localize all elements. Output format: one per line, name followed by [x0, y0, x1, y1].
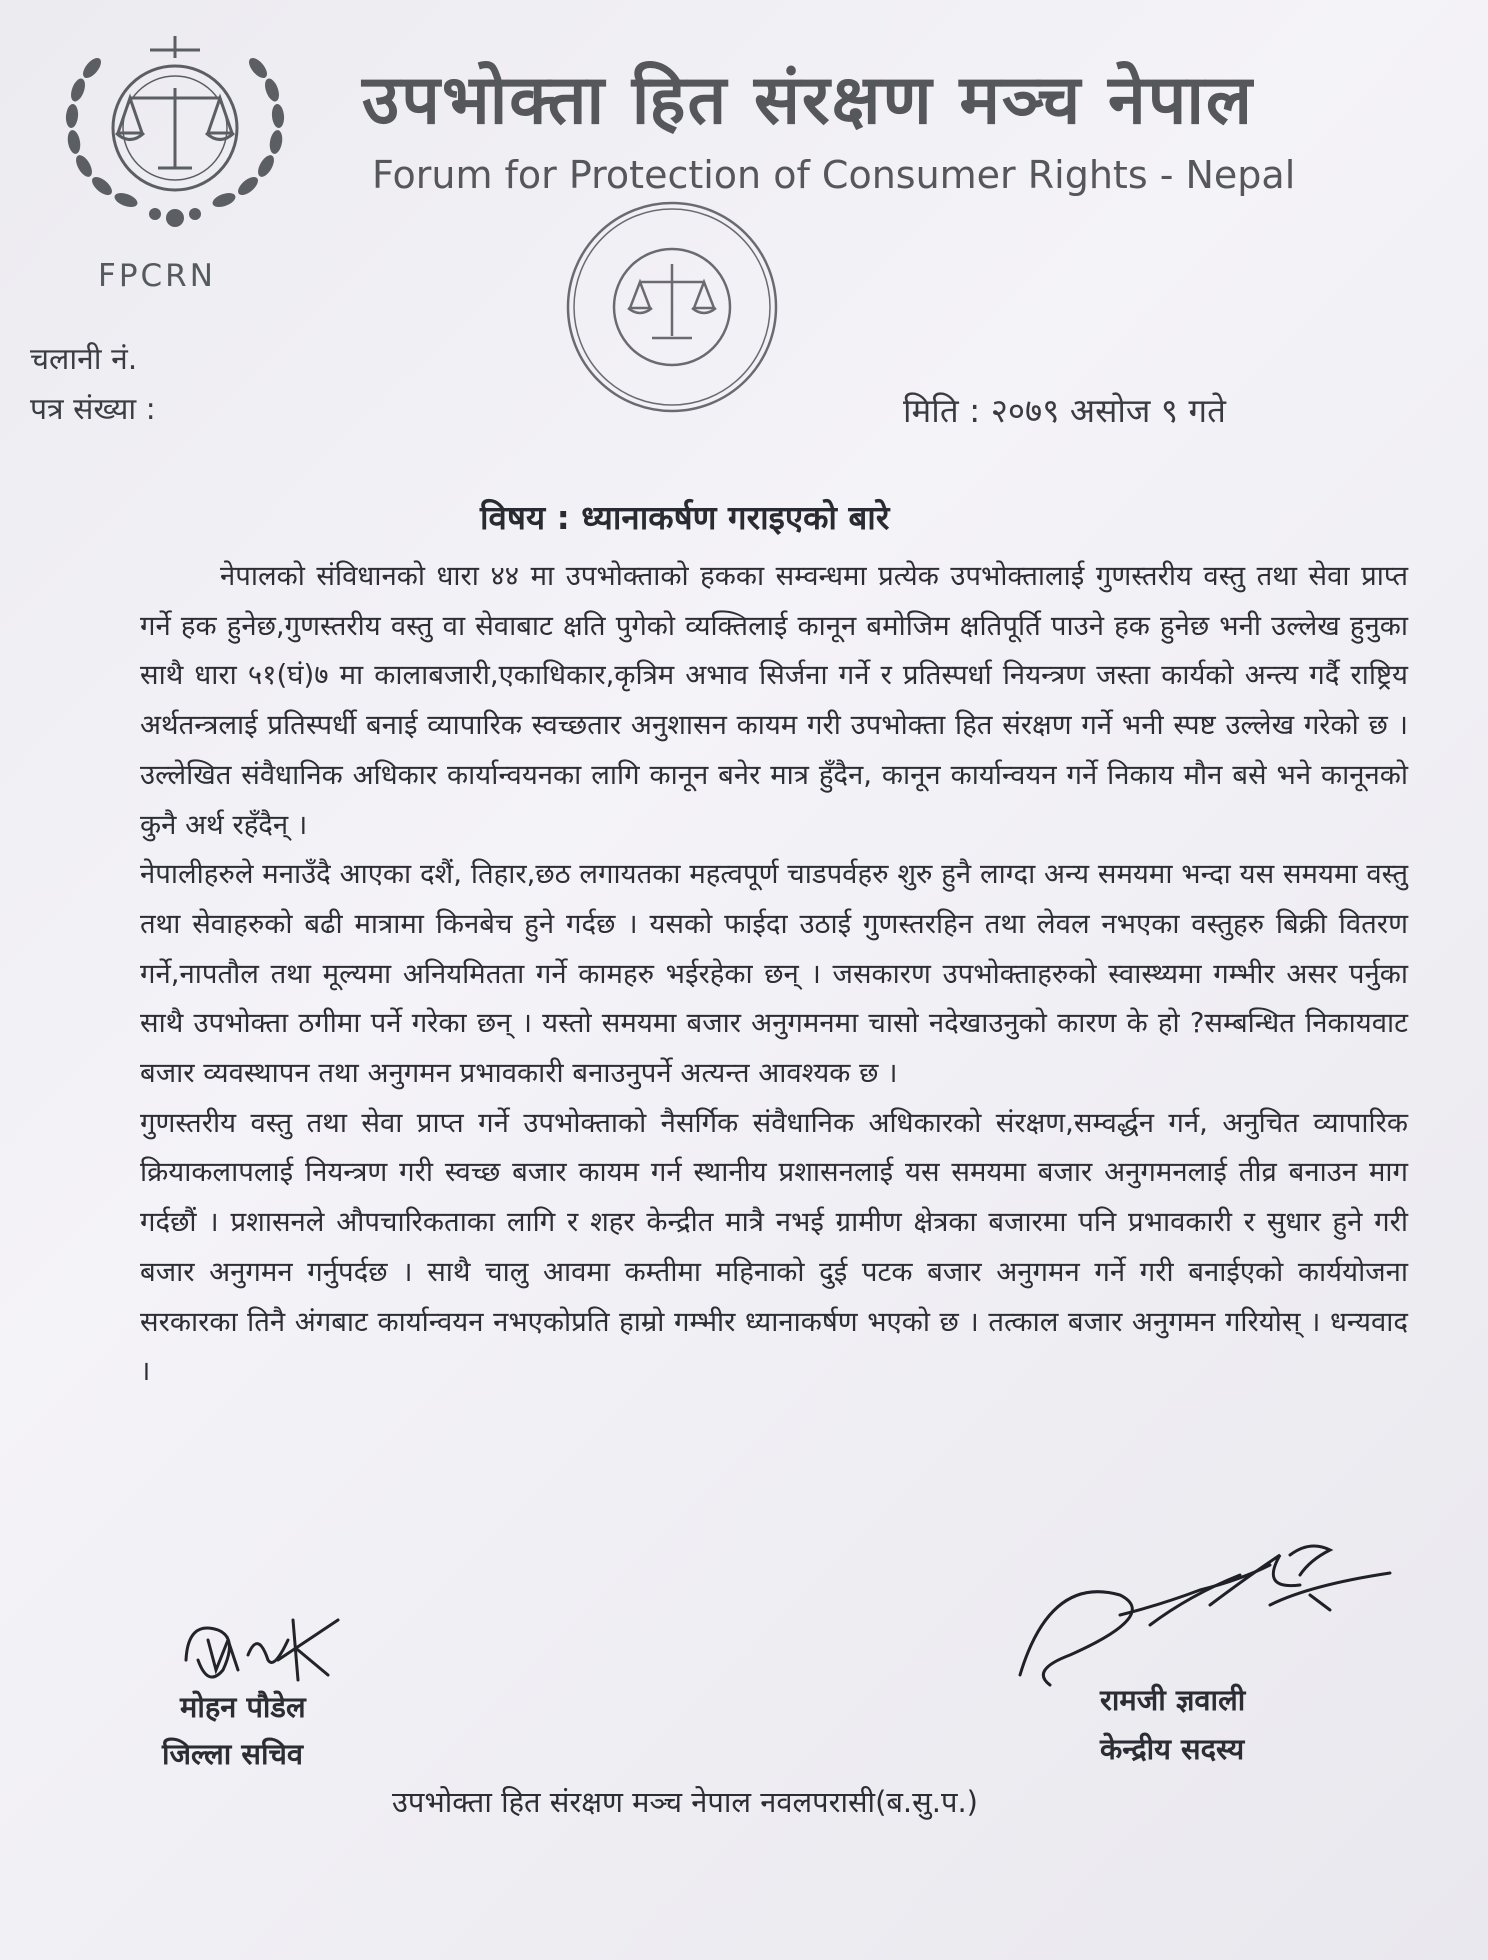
org-name-english: Forum for Protection of Consumer Rights - Nepal [372, 153, 1296, 197]
left-signatory-name: मोहन पौडेल [180, 1690, 306, 1724]
chalani-number-label: चलानी नं. [30, 342, 138, 377]
body-paragraph-1: नेपालको संविधानको धारा ४४ मा उपभोक्ताको हकका सम्वन्धमा प्रत्येक उपभोक्तालाई गुणस्तरीय वस्तु तथा सेवा प्राप्त गर्ने हक हुनेछ,गुणस्तरीय वस्तु वा सेवाबाट क्षति पुगेको व्यक्तिलाई कानून बमोजिम क्षतिपूर्ति पाउने हक हुनेछ भनी उल्लेख हुनुका साथै धारा ५१(घं)७ मा कालाबजारी,एकाधिकार,कृत्रिम अभाव सिर्जना गर्ने र प्रतिस्पर्धा नियन्त्रण जस्ता कार्यको अन्त्य गर्दै राष्ट्रिय अर्थतन्त्रलाई प्रतिस्पर्धी बनाई व्यापारिक स्वच्छतार अनुशासन कायम गरी उपभोक्ता हित संरक्षण गर्ने भनी स्पष्ट उल्लेख गरेको छ । उल्लेखित संवैधानिक अधिकार कार्यान्वयनका लागि कानून बनेर मात्र हुँदैन, कानून कार्यान्वयन गर्ने निकाय मौन बसे भने कानूनको कुनै अर्थ रहँदैन् । [140, 560, 1408, 841]
org-name-nepali: उपभोक्ता हित संरक्षण मञ्च नेपाल [362, 61, 1255, 140]
right-signatory-name: रामजी ज्ञवाली [1100, 1683, 1246, 1717]
body-paragraph-2: नेपालीहरुले मनाउँदै आएका दशैं, तिहार,छठ लगायतका महत्वपूर्ण चाडपर्वहरु शुरु हुनै लाग्दा अन्य समयमा भन्दा यस समयमा वस्तु तथा सेवाहरुको बढी मात्रामा किनबेच हुने गर्दछ । यसको फाईदा उठाई गुणस्तरहिन तथा लेवल नभएका वस्तुहरु बिक्री वितरण गर्ने,नापतौल तथा मूल्यमा अनियमितता गर्ने कामहरु भईरहेका छन् । जसकारण उपभोक्ताहरुको स्वास्थ्यमा गम्भीर असर पर्नुका साथै उपभोक्ता ठगीमा पर्ने गरेका छन् । यस्तो समयमा बजार अनुगमनमा चासो नदेखाउनुको कारण के हो ?सम्बन्धित निकायवाट बजार व्यवस्थापन तथा अनुगमन प्रभावकारी बनाउनुपर्ने अत्यन्त आवश्यक छ । [140, 858, 1408, 1090]
reference-block [30, 335, 156, 435]
right-signatory-title: केन्द्रीय सदस्य [1100, 1732, 1245, 1766]
letter-footer: उपभोक्ता हित संरक्षण मञ्च नेपाल नवलपरासी(ब.सु.प.) [392, 1785, 978, 1819]
left-signatory-title: जिल्ला सचिव [162, 1737, 304, 1771]
district-stamp-icon [552, 196, 792, 418]
scales-emblem-icon [30, 18, 320, 238]
logo-abbreviation: FPCRN [98, 258, 216, 294]
body-paragraph-3: गुणस्तरीय वस्तु तथा सेवा प्राप्त गर्ने उपभोक्ताको नैसर्गिक संवैधानिक अधिकारको संरक्षण,सम्वर्द्धन गर्न, अनुचित व्यापारिक क्रियाकलापलाई नियन्त्रण गरी स्वच्छ बजार कायम गर्न स्थानीय प्रशासनलाई यस समयमा बजार अनुगमनलाई तीव्र बनाउन माग गर्दछौं । प्रशासनले औपचारिकताका लागि र शहर केन्द्रीत मात्रै नभई ग्रामीण क्षेत्रका बजारमा पनि प्रभावकारी र सुधार हुने गरी बजार अनुगमन गर्नुपर्दछ । साथै चालु आवमा कम्तीमा महिनाको दुई पटक बजार अनुगमन गर्ने गरी बनाईएको कार्ययोजना सरकारका तिनै अंगबाट कार्यान्वयन नभएकोप्रति हाम्रो गम्भीर ध्यानाकर्षण भएको छ । तत्काल बजार अनुगमन गरियोस् । धन्यवाद । [140, 1106, 1408, 1388]
letter-body [140, 552, 1408, 1397]
left-signature-icon [178, 1600, 348, 1700]
letter-subject: विषय : ध्यानाकर्षण गराइएको बारे [480, 498, 890, 537]
letter-date: मिति : २०७९ असोज ९ गते [903, 391, 1226, 430]
patra-sankhya-label: पत्र संख्या : [30, 392, 156, 427]
